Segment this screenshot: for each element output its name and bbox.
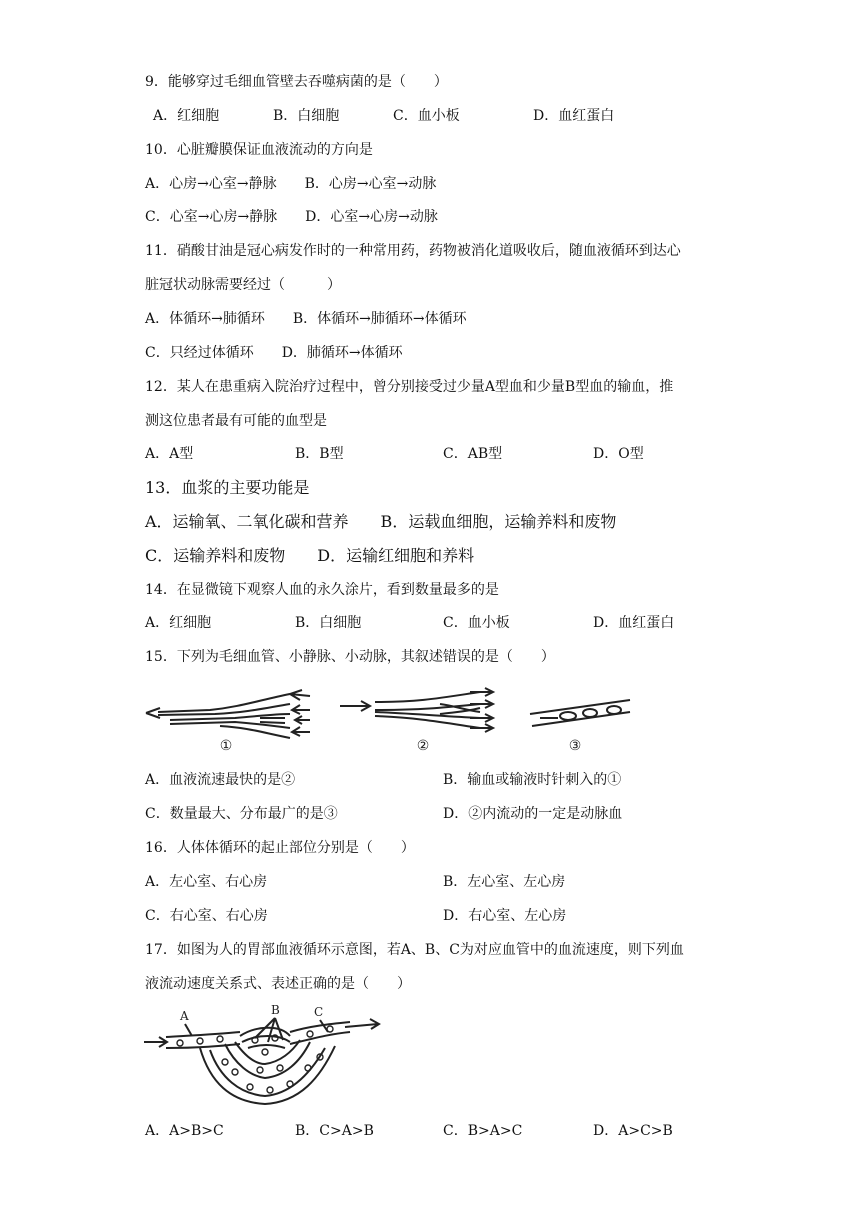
- q14-option-d: D．血红蛋白: [593, 615, 675, 631]
- q11-stem-line2: 脏冠状动脉需要经过（ ）: [145, 277, 341, 293]
- q16-stem: 16．人体体循环的起止部位分别是（ ）: [145, 840, 415, 856]
- q10-options-row2: C．心室→心房→静脉 D．心室→心房→动脉: [145, 209, 438, 225]
- q16-option-a: A．左心室、右心房: [145, 874, 268, 890]
- q15-label-2: ②: [416, 738, 430, 754]
- q11-stem-line1: 11．硝酸甘油是冠心病发作时的一种常用药，药物被消化道吸收后，随血液循环到达心: [145, 243, 681, 259]
- q9-option-b: B．白细胞: [273, 108, 340, 124]
- q9-option-d: D．血红蛋白: [533, 108, 615, 124]
- q14-option-c: C．血小板: [443, 615, 510, 631]
- q15-label-1: ①: [219, 738, 233, 754]
- q16-option-c: C．右心室、右心房: [145, 908, 268, 924]
- q15-option-a: A．血液流速最快的是②: [145, 772, 296, 788]
- q12-option-d: D．O型: [593, 446, 644, 462]
- q16-option-b: B．左心室、左心房: [443, 874, 566, 890]
- vein-diagram: [146, 690, 310, 738]
- q11-options-row2: C．只经过体循环 D．肺循环→体循环: [145, 345, 403, 361]
- q12-option-a: A．A型: [145, 446, 194, 462]
- q17-stem-line1: 17．如图为人的胃部血液循环示意图，若A、B、C为对应血管中的血流速度，则下列血: [145, 942, 684, 958]
- q14-stem: 14．在显微镜下观察人血的永久涂片，看到数量最多的是: [145, 582, 499, 598]
- q15-option-b: B．输血或输液时针刺入的①: [443, 772, 622, 788]
- q11-options-row1: A．体循环→肺循环 B．体循环→肺循环→体循环: [145, 311, 467, 327]
- q12-option-b: B．B型: [295, 446, 344, 462]
- q12-option-c: C．AB型: [443, 446, 503, 462]
- q17-label-a: A: [180, 1009, 189, 1023]
- q14-option-a: A．红细胞: [145, 615, 212, 631]
- q17-option-b: B．C>A>B: [295, 1123, 374, 1139]
- q12-stem-line1: 12．某人在患重病入院治疗过程中，曾分别接受过少量A型血和少量B型血的输血，推: [145, 379, 674, 395]
- q9-stem: 9．能够穿过毛细血管壁去吞噬病菌的是（ ）: [145, 74, 448, 90]
- q17-option-d: D．A>C>B: [593, 1123, 673, 1139]
- q15-stem: 15．下列为毛细血管、小静脉、小动脉，其叙述错误的是（ ）: [145, 649, 555, 665]
- artery-diagram: [340, 688, 493, 732]
- q12-stem-line2: 测这位患者最有可能的血型是: [145, 413, 327, 429]
- q10-stem: 10．心脏瓣膜保证血液流动的方向是: [145, 142, 373, 158]
- q17-option-c: C．B>A>C: [443, 1123, 523, 1139]
- q9-option-c: C．血小板: [393, 108, 460, 124]
- q13-options-row1: A．运输氧、二氧化碳和营养 B．运载血细胞，运输养料和废物: [145, 512, 617, 531]
- q13-options-row2: C．运输养料和废物 D．运输红细胞和养料: [145, 546, 475, 565]
- q14-option-b: B．白细胞: [295, 615, 362, 631]
- q17-stomach-circulation-figure: [140, 1002, 390, 1112]
- q15-option-c: C．数量最大、分布最广的是③: [145, 806, 338, 822]
- q17-stem-line2: 液流动速度关系式、表述正确的是（ ）: [145, 976, 411, 992]
- q9-option-a: A．红细胞: [153, 108, 220, 124]
- q15-label-3: ③: [568, 738, 582, 754]
- q17-label-b: B: [271, 1003, 280, 1017]
- q13-stem: 13．血浆的主要功能是: [145, 478, 310, 497]
- q17-option-a: A．A>B>C: [145, 1123, 224, 1139]
- q17-label-c: C: [314, 1005, 324, 1019]
- q15-vessels-figure: [140, 682, 640, 757]
- q15-option-d: D．②内流动的一定是动脉血: [443, 806, 623, 822]
- capillary-diagram: [530, 700, 630, 726]
- q16-option-d: D．右心室、左心房: [443, 908, 567, 924]
- q10-options-row1: A．心房→心室→静脉 B．心房→心室→动脉: [145, 176, 437, 192]
